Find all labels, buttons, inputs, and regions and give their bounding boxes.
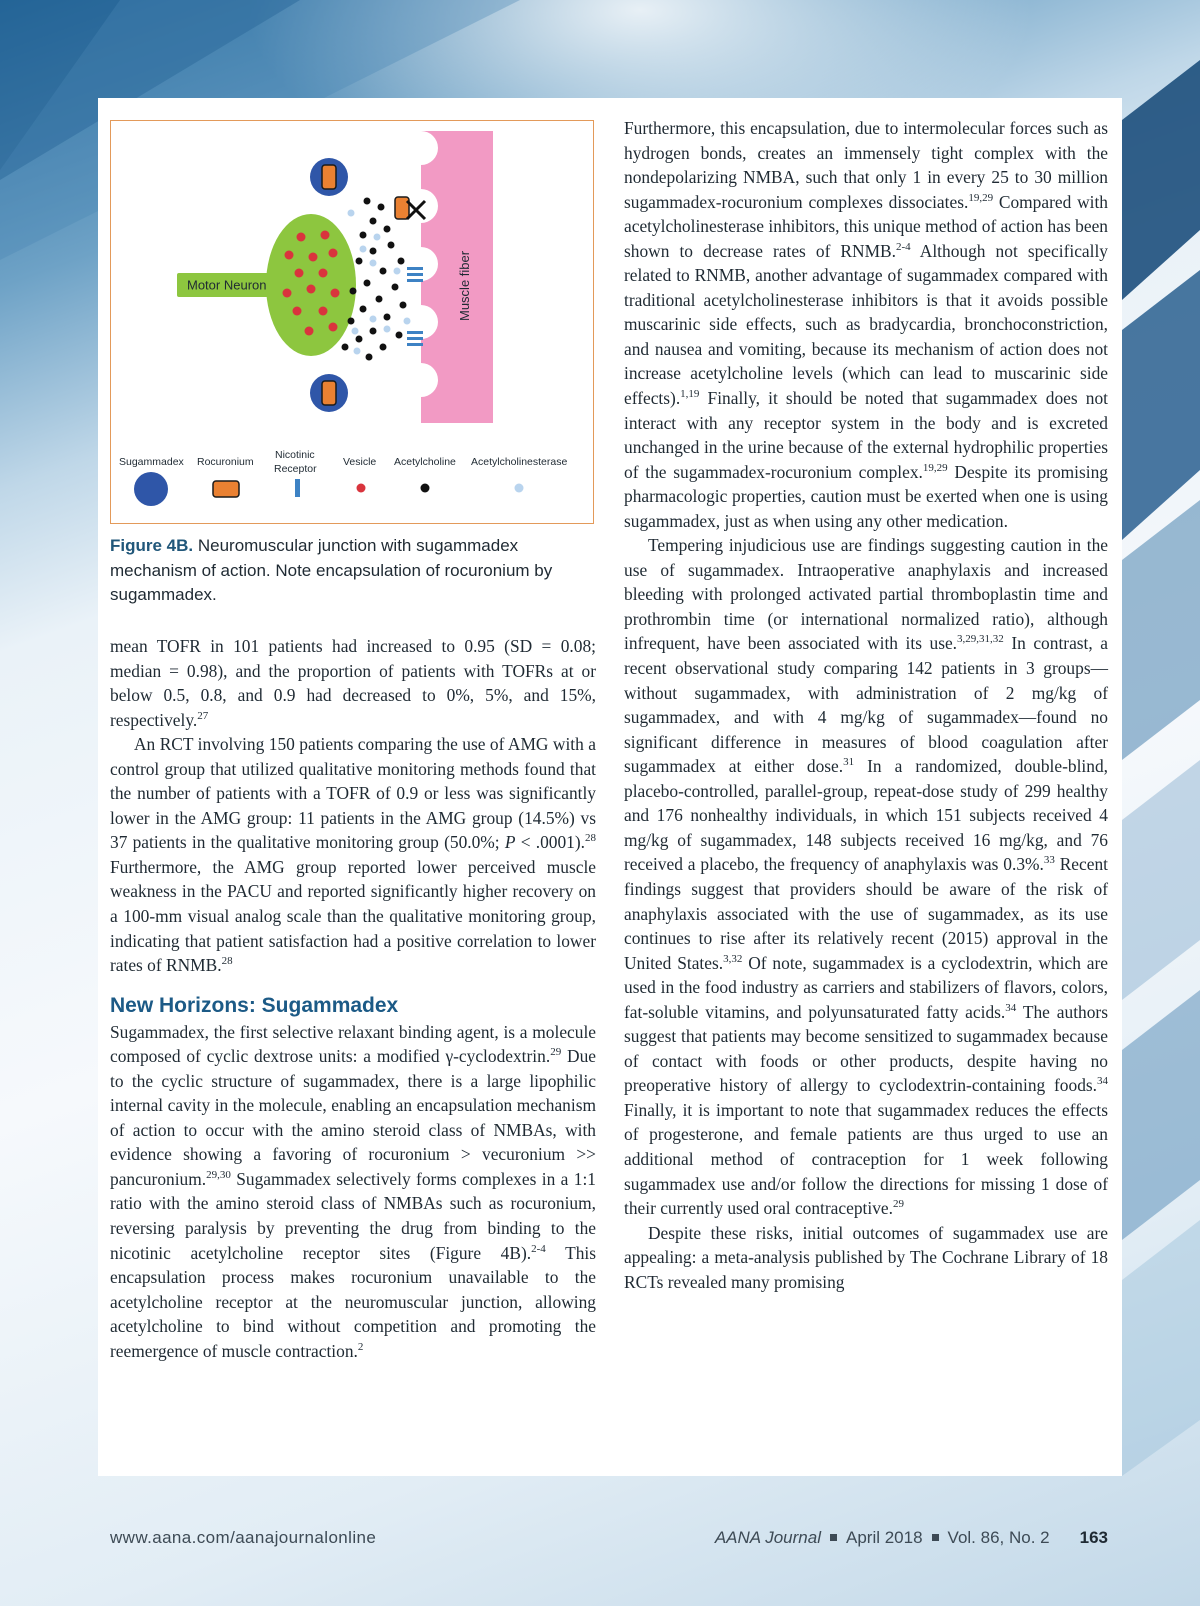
legend-swatch-vesicle xyxy=(357,484,366,493)
separator-square-icon xyxy=(932,1534,939,1541)
legend-swatch-sugammadex xyxy=(134,472,168,506)
journal-name: AANA Journal xyxy=(714,1528,821,1547)
journal-url-link[interactable]: www.aana.com/aanajournalonline xyxy=(110,1528,377,1547)
legend-label-acetylcholinesterase: Acetylcholinesterase xyxy=(471,456,568,468)
legend-label-nicotinic: Nicotinic xyxy=(275,449,315,461)
motor-neuron xyxy=(177,214,356,356)
legend-swatch-acetylcholinesterase xyxy=(515,484,524,493)
legend-label-sugammadex: Sugammadex xyxy=(119,456,184,468)
legend-label-vesicle: Vesicle xyxy=(343,456,377,468)
issue-date: April 2018 xyxy=(845,1528,923,1547)
legend-label-receptor: Receptor xyxy=(274,463,317,475)
paragraph: Furthermore, this encapsulation, due to intermolecular forces such as hydrogen bonds, creates an immensely tight complex with the nondepolarizing NMBA, such that only 1 in every 25 to 30 million sugammadex-rocuronium complexes dissociates.$^{19,29}$ Compared with acetylcholinesterase inhibitors, this unique method of action has been shown to decrease rates of RNMB.$^{2-4}$ Although not specifically related to RNMB, another advantage of sugammadex compared with traditional acetylcholinesterase inhibitors is that it avoids possible muscarinic side effects, such as bradycardia, bronchoconstriction, and nausea and vomiting, because its mechanism of action does not increase acetylcholine levels (which can lead to muscarinic side effects).$^{1,19}$ Finally, it should be noted that sugammadex does not interact with any receptor system in the body and is excreted unchanged in the urine because of the external hydrophilic properties of the sugammadex-rocuronium complex.$^{19,29}$ Despite its promising pharmacologic properties, caution must be exerted when one is using sugammadex, just as when using any other medication. xyxy=(624,118,1108,531)
figure-caption xyxy=(110,534,596,608)
legend-swatch-receptor xyxy=(295,479,300,497)
blocked-receptor-rocuronium xyxy=(395,197,425,219)
sugammadex-complex-top xyxy=(310,158,348,196)
figure-caption-label: Figure 4B. xyxy=(110,536,194,555)
paragraph: Sugammadex, the first selective relaxant binding agent, is a molecule composed of cyclic dextrose units: a modified γ-cyclodextrin.$^{29}$ Due to the cyclic structure of sugammadex, there is a large lipophilic internal cavity in the molecule, enabling an encapsulation mechanism of action to occur with the amino steroid class of NMBAs, with evidence showing a favoring of rocuronium > vecuronium >> pancuronium.$^{29,30}$ Sugammadex selectively forms complexes in a 1:1 ratio with the amino steroid class of NMBAs such as rocuronium, reversing paralysis by preventing the drug from binding to the nicotinic acetylcholine receptor sites (Figure 4B).$^{2-4}$ This encapsulation process makes rocuronium unavailable to the acetylcholine receptor at the neuromuscular junction, allowing acetylcholine to bind without competition and promoting the reemergence of muscle contraction.$^2$ xyxy=(110,1021,596,1361)
paragraph: Despite these risks, initial outcomes of sugammadex use are appealing: a meta-analysis published by The Cochrane Library of 18 RCTs revealed many promising xyxy=(624,1222,1108,1292)
muscle-fiber xyxy=(421,131,493,423)
right-column xyxy=(624,116,1108,1294)
motor-neuron-label: Motor Neuron xyxy=(187,277,267,293)
legend-label-acetylcholine: Acetylcholine xyxy=(394,456,456,468)
section-heading: New Horizons: Sugammadex xyxy=(110,993,399,1017)
sugammadex-complex-bottom xyxy=(310,374,348,412)
paragraph: Tempering injudicious use are findings suggesting caution in the use of sugammadex. Intraoperative anaphylaxis and increased bleeding with prolonged activated partial thromboplastin time and prothrombin time (or international normalized ratio), although infrequent, have been associated with its use.$^{3,29,31,32}$ In contrast, a recent observational study comparing 142 patients in 3 groups—without sugammadex, with administration of 2 mg/kg of sugammadex, and with 4 mg/kg of sugammadex—found no significant difference in measures of blood coagulation after sugammadex at either dose.$^{31}$ In a randomized, double-blind, placebo-controlled, parallel-group, repeat-dose study of 299 healthy and 176 nonhealthy individuals, in which 151 subjects received 4 mg/kg of sugammadex, 148 subjects received 16 mg/kg, and 76 received a placebo, the frequency of anaphylaxis was 0.3%.$^{33}$ Recent findings suggest that providers should be aware of the risk of anaphylaxis associated with the use of sugammadex, as its use continues to rise after its relatively recent (2015) approval in the United States.$^{3,32}$ Of note, sugammadex is a cyclodextrin, which are used in the food industry as carriers and stabilizers of flavors, colors, fat-soluble vitamins, and polyunsaturated fatty acids.$^{34}$ The authors suggest that patients may become sensitized to sugammadex because of contact with foods or other products, despite having no preoperative history of allergy to cyclodextrin-containing foods.$^{34}$ Finally, it is important to note that sugammadex reduces the effects of progesterone, and female patients are thus urged to use an additional method of contraception for 1 week following sugammadex use and/or follow the directions for missing 1 dose of their currently used oral contraceptive.$^{29}$ xyxy=(624,535,1108,1219)
paragraph: mean TOFR in 101 patients had increased to 0.95 (SD = 0.08; median = 0.98), and the proportion of patients with TOFRs at or below 0.5, 0.8, and 0.9 had decreased to 0%, 5%, and 15%, respectively.$^{27}$ xyxy=(110,636,596,730)
article-page xyxy=(98,98,1122,1476)
volume-issue: Vol. 86, No. 2 xyxy=(947,1528,1050,1547)
journal-citation xyxy=(715,1528,1108,1548)
legend-swatch-rocuronium xyxy=(213,481,239,497)
neuromuscular-junction-diagram xyxy=(111,121,593,523)
legend-label-rocuronium: Rocuronium xyxy=(197,456,254,468)
left-column xyxy=(110,634,596,1363)
separator-square-icon xyxy=(830,1534,837,1541)
nicotinic-receptors xyxy=(407,267,423,346)
legend-swatch-acetylcholine xyxy=(421,484,430,493)
figure-legend xyxy=(119,449,567,506)
page-number: 163 xyxy=(1079,1528,1108,1547)
figure-4b xyxy=(110,120,594,524)
muscle-fiber-label: Muscle fiber xyxy=(457,250,472,321)
paragraph: An RCT involving 150 patients comparing the use of AMG with a control group that utilized qualitative monitoring methods found that the number of patients with a TOFR of 0.9 or less was significantly lower in the AMG group: 11 patients in the AMG group (14.5%) vs 37 patients in the qualitative monitoring group (50.0%; P < .0001).$^{28}$ Furthermore, the AMG group reported lower perceived muscle weakness in the PACU and reported significantly higher recovery on a 100-mm visual analog scale than the qualitative monitoring group, indicating that patient satisfaction had a positive correlation to lower rates of RNMB.$^{28}$ xyxy=(110,734,596,976)
figure-caption-text: Neuromuscular junction with sugammadex mechanism of action. Note encapsulation of rocuronium by sugammadex. xyxy=(110,536,553,604)
